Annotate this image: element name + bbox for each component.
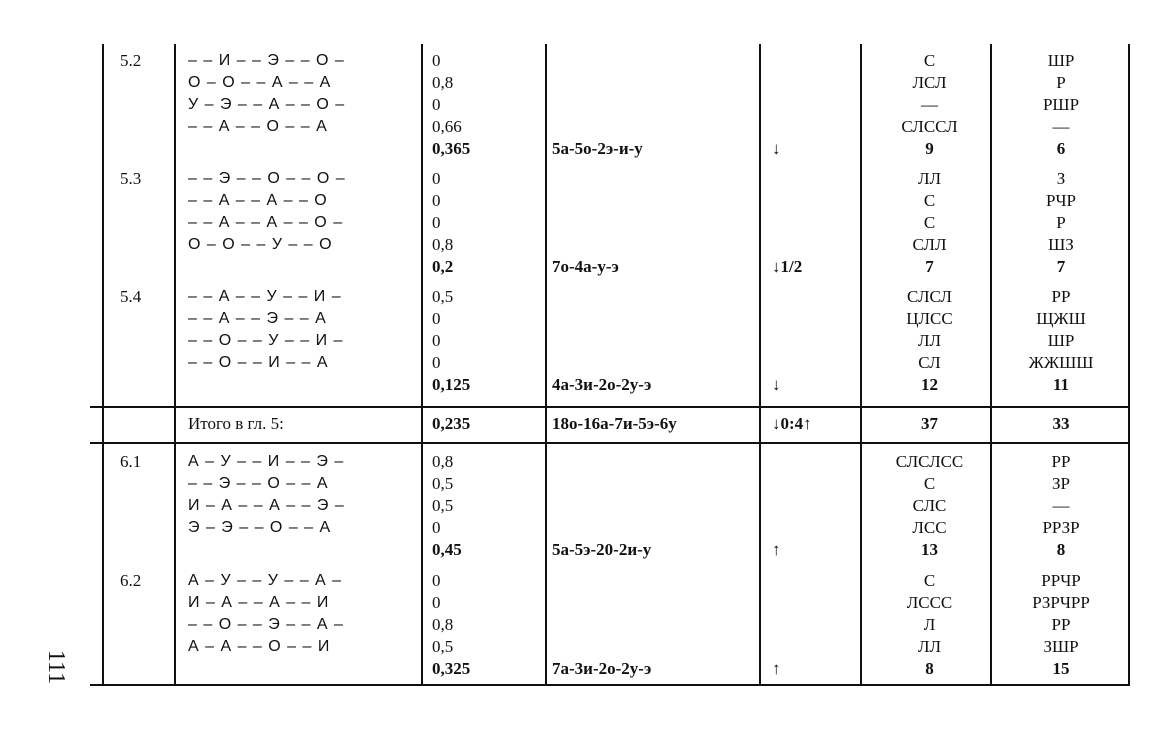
col7-cell: РЧР [1046,191,1076,210]
col6-cell: СЛС [912,496,947,515]
col7-cell: ШЗ [1048,235,1074,254]
col7-total: 7 [1056,257,1066,276]
pattern-line: – – О – – Э – – А – [188,616,344,633]
value-cell: 0 [432,213,441,232]
consonant-column-7 [1002,451,1120,561]
total-trend-arrow: ↓0:4↑ [772,414,812,433]
col7-cell: З [1056,169,1066,188]
value-cell: 0 [432,95,441,114]
column-divider-1 [174,44,176,685]
trend-arrow: ↓1/2 [772,257,803,276]
vowel-code: 4а-3и-2о-2у-э [552,375,652,394]
consonant-column-7 [1002,286,1120,396]
col7-cell: ШР [1047,331,1075,350]
pattern-line: У – Э – – А – – О – [188,96,346,113]
col7-cell: РЗРЧРР [1032,593,1090,612]
col6-cell: ЛССС [906,593,953,612]
value-cell: 0,5 [432,496,454,515]
consonant-column-6 [872,451,987,561]
column-divider-2 [421,44,423,685]
pattern-line: – – О – – У – – И – [188,332,344,349]
summary-value: 0,325 [432,659,471,678]
col6-total: 7 [925,257,934,276]
consonant-column-6 [872,168,987,278]
value-column [432,50,522,160]
pattern-column [188,168,418,256]
col6-total: 13 [921,540,938,559]
consonant-column-7 [1002,570,1120,680]
col6-cell: ЛЛ [917,331,942,350]
col6-cell: СЛСЛСС [895,452,964,471]
col7-total: 15 [1052,659,1070,678]
col6-cell: С [923,571,936,590]
value-column [432,168,522,278]
col7-cell: ЗШР [1043,637,1079,656]
col7-cell: РР [1051,615,1071,634]
pattern-line: – – Э – – О – – А [188,475,329,492]
pattern-line: – – А – – А – – О – [188,214,344,231]
total-label: Итого в гл. 5: [188,414,284,433]
section-number: 5.2 [120,51,142,70]
pattern-line: – – А – – О – – А [188,118,328,135]
summary-value: 0,365 [432,139,471,158]
pattern-column [188,50,418,138]
vowel-code: 5а-5о-2э-и-у [552,139,643,158]
value-cell: 0 [432,593,441,612]
col7-cell: РШР [1042,95,1080,114]
col7-cell: РР [1051,452,1071,471]
col6-cell: С [923,51,936,70]
col7-cell: — [1052,117,1070,136]
value-cell: 0,8 [432,452,454,471]
pattern-column [188,570,418,658]
section-number: 5.3 [120,169,142,188]
col6-cell: ЦЛСС [906,309,953,328]
consonant-column-6 [872,286,987,396]
column-divider-4 [759,44,761,685]
pattern-line: – – О – – И – – А [188,354,329,371]
value-cell: 0,5 [432,474,454,493]
column-divider-3 [545,44,547,685]
trend-arrow: ↑ [772,659,781,678]
section-number: 6.1 [120,452,142,471]
vowel-code: 7а-3и-2о-2у-э [552,659,652,678]
section-number: 5.4 [120,287,142,306]
value-cell: 0 [432,331,441,350]
col7-total: 11 [1052,375,1070,394]
pattern-line: А – А – – О – – И [188,638,331,655]
col6-cell: СЛ [918,353,941,372]
consonant-column-6 [872,570,987,680]
pattern-line: – – А – – А – – О [188,192,328,209]
col6-cell: ЛЛ [917,169,942,188]
pattern-line: – – И – – Э – – О – [188,52,345,69]
summary-value: 0,45 [432,540,462,559]
vowel-code: 7о-4а-у-э [552,257,619,276]
trend-arrow: ↓ [772,139,781,158]
col7-total: 6 [1056,139,1066,158]
col7-cell: РРЧР [1041,571,1081,590]
value-cell: 0 [432,169,441,188]
consonant-column-7 [1002,50,1120,160]
table-bottom-border [90,684,1130,686]
pattern-line: О – О – – У – – О [188,236,333,253]
pattern-line: А – У – – У – – А – [188,572,343,589]
value-cell: 0,66 [432,117,462,136]
pattern-line: – – А – – У – – И – [188,288,342,305]
col6-total: 12 [921,375,938,394]
total-col6: 37 [921,414,938,433]
value-column [432,451,522,561]
col6-cell: СЛССЛ [901,117,958,136]
summary-value: 0,125 [432,375,471,394]
consonant-column-7 [1002,168,1120,278]
value-cell: 0 [432,571,441,590]
total-vowel-code: 18о-16а-7и-5э-6у [552,414,677,433]
pattern-line: И – А – – А – – Э – [188,497,345,514]
trend-arrow: ↑ [772,540,781,559]
value-cell: 0,5 [432,637,454,656]
pattern-line: Э – Э – – О – – А [188,519,332,536]
pattern-line: И – А – – А – – И [188,594,330,611]
col6-cell: ЛСС [912,518,947,537]
col6-cell: СЛСЛ [907,287,952,306]
col6-total: 8 [925,659,934,678]
consonant-column-6 [872,50,987,160]
table-border-right [1128,44,1130,685]
col7-cell: Р [1056,73,1066,92]
column-divider-5 [860,44,862,685]
column-divider-6 [990,44,992,685]
col6-total: 9 [925,139,934,158]
value-cell: 0 [432,51,441,70]
total-col7: 33 [1052,414,1070,433]
value-cell: 0,5 [432,287,454,306]
value-cell: 0 [432,191,441,210]
summary-value: 0,2 [432,257,454,276]
trend-arrow: ↓ [772,375,781,394]
pattern-line: – – А – – Э – – А [188,310,327,327]
col6-cell: СЛЛ [912,235,947,254]
col7-cell: ШР [1047,51,1075,70]
col7-cell: Р [1056,213,1066,232]
value-column [432,570,522,680]
pattern-column [188,451,418,539]
col6-cell: С [923,213,936,232]
total-row-bottom-border [90,442,1130,444]
col7-cell: ЗР [1052,474,1070,493]
total-value: 0,235 [432,414,471,433]
value-cell: 0,8 [432,615,454,634]
col6-cell: С [923,191,936,210]
col6-cell: Л [923,615,936,634]
table-border-left [102,44,104,685]
value-cell: 0 [432,309,441,328]
total-row-top-border [90,406,1130,408]
col6-cell: С [923,474,936,493]
pattern-line: О – О – – А – – А [188,74,332,91]
col7-cell: — [1052,496,1070,515]
col7-cell: РРЗР [1042,518,1080,537]
col6-cell: ЛСЛ [912,73,947,92]
vowel-code: 5а-5э-20-2и-у [552,540,652,559]
col7-cell: ЖЖШШ [1028,353,1094,372]
pattern-line: А – У – – И – – Э – [188,453,345,470]
value-cell: 0 [432,518,441,537]
value-cell: 0 [432,353,441,372]
col6-cell: — [921,95,938,114]
col7-cell: РР [1051,287,1071,306]
page-number: 111 [43,649,69,685]
value-cell: 0,8 [432,73,454,92]
col7-total: 8 [1056,540,1066,559]
pattern-line: – – Э – – О – – О – [188,170,346,187]
value-column [432,286,522,396]
value-cell: 0,8 [432,235,454,254]
col7-cell: ЩЖШ [1036,309,1086,328]
section-number: 6.2 [120,571,142,590]
pattern-column [188,286,418,374]
col6-cell: ЛЛ [917,637,942,656]
